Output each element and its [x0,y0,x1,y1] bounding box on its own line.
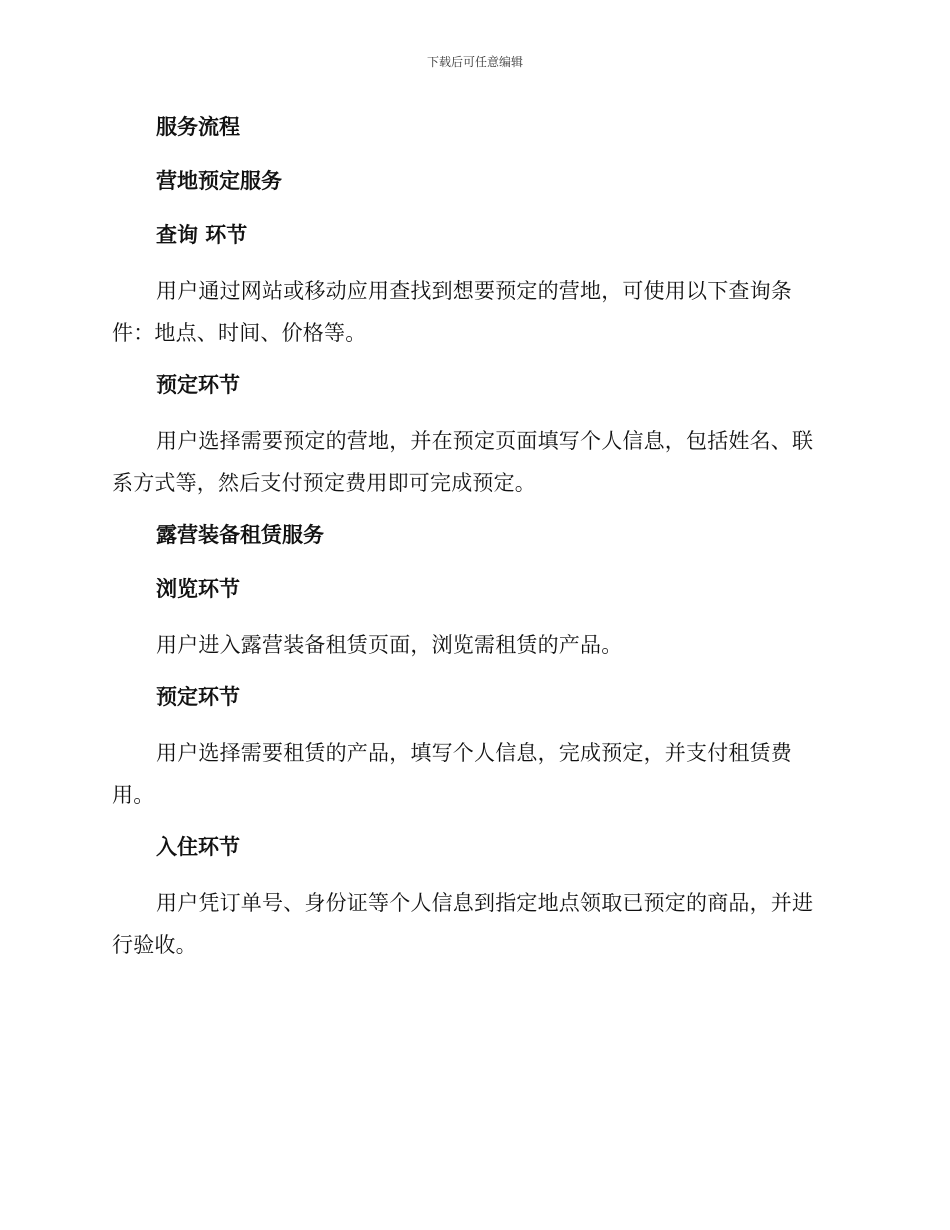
paragraph-booking-2: 用户选择需要租赁的产品，填写个人信息，完成预定，并支付租赁费用。 [112,741,792,807]
heading-booking-2: 预定环节 [156,685,240,709]
paragraph-booking-1: 用户选择需要预定的营地，并在预定页面填写个人信息，包括姓名、联系方式等，然后支付预定费用即可完成预定。 [112,429,814,495]
heading-query: 查询 环节 [156,223,248,247]
heading-rental: 露营装备租赁服务 [156,523,324,547]
header-note: 下载后可任意编辑 [426,55,523,69]
paragraph-checkin: 用户凭订单号、身份证等个人信息到指定地点领取已预定的商品，并进行验收。 [112,891,814,957]
paragraph-browse: 用户进入露营装备租赁页面，浏览需租赁的产品。 [156,633,623,657]
heading-camp-booking: 营地预定服务 [156,169,282,193]
heading-checkin: 入住环节 [156,835,240,859]
heading-booking-1: 预定环节 [156,373,240,397]
heading-browse: 浏览环节 [156,577,240,601]
paragraph-query: 用户通过网站或移动应用查找到想要预定的营地，可使用以下查询条件：地点、时间、价格等。 [112,279,792,345]
heading-service-flow: 服务流程 [156,115,240,139]
document-body [112,108,832,978]
